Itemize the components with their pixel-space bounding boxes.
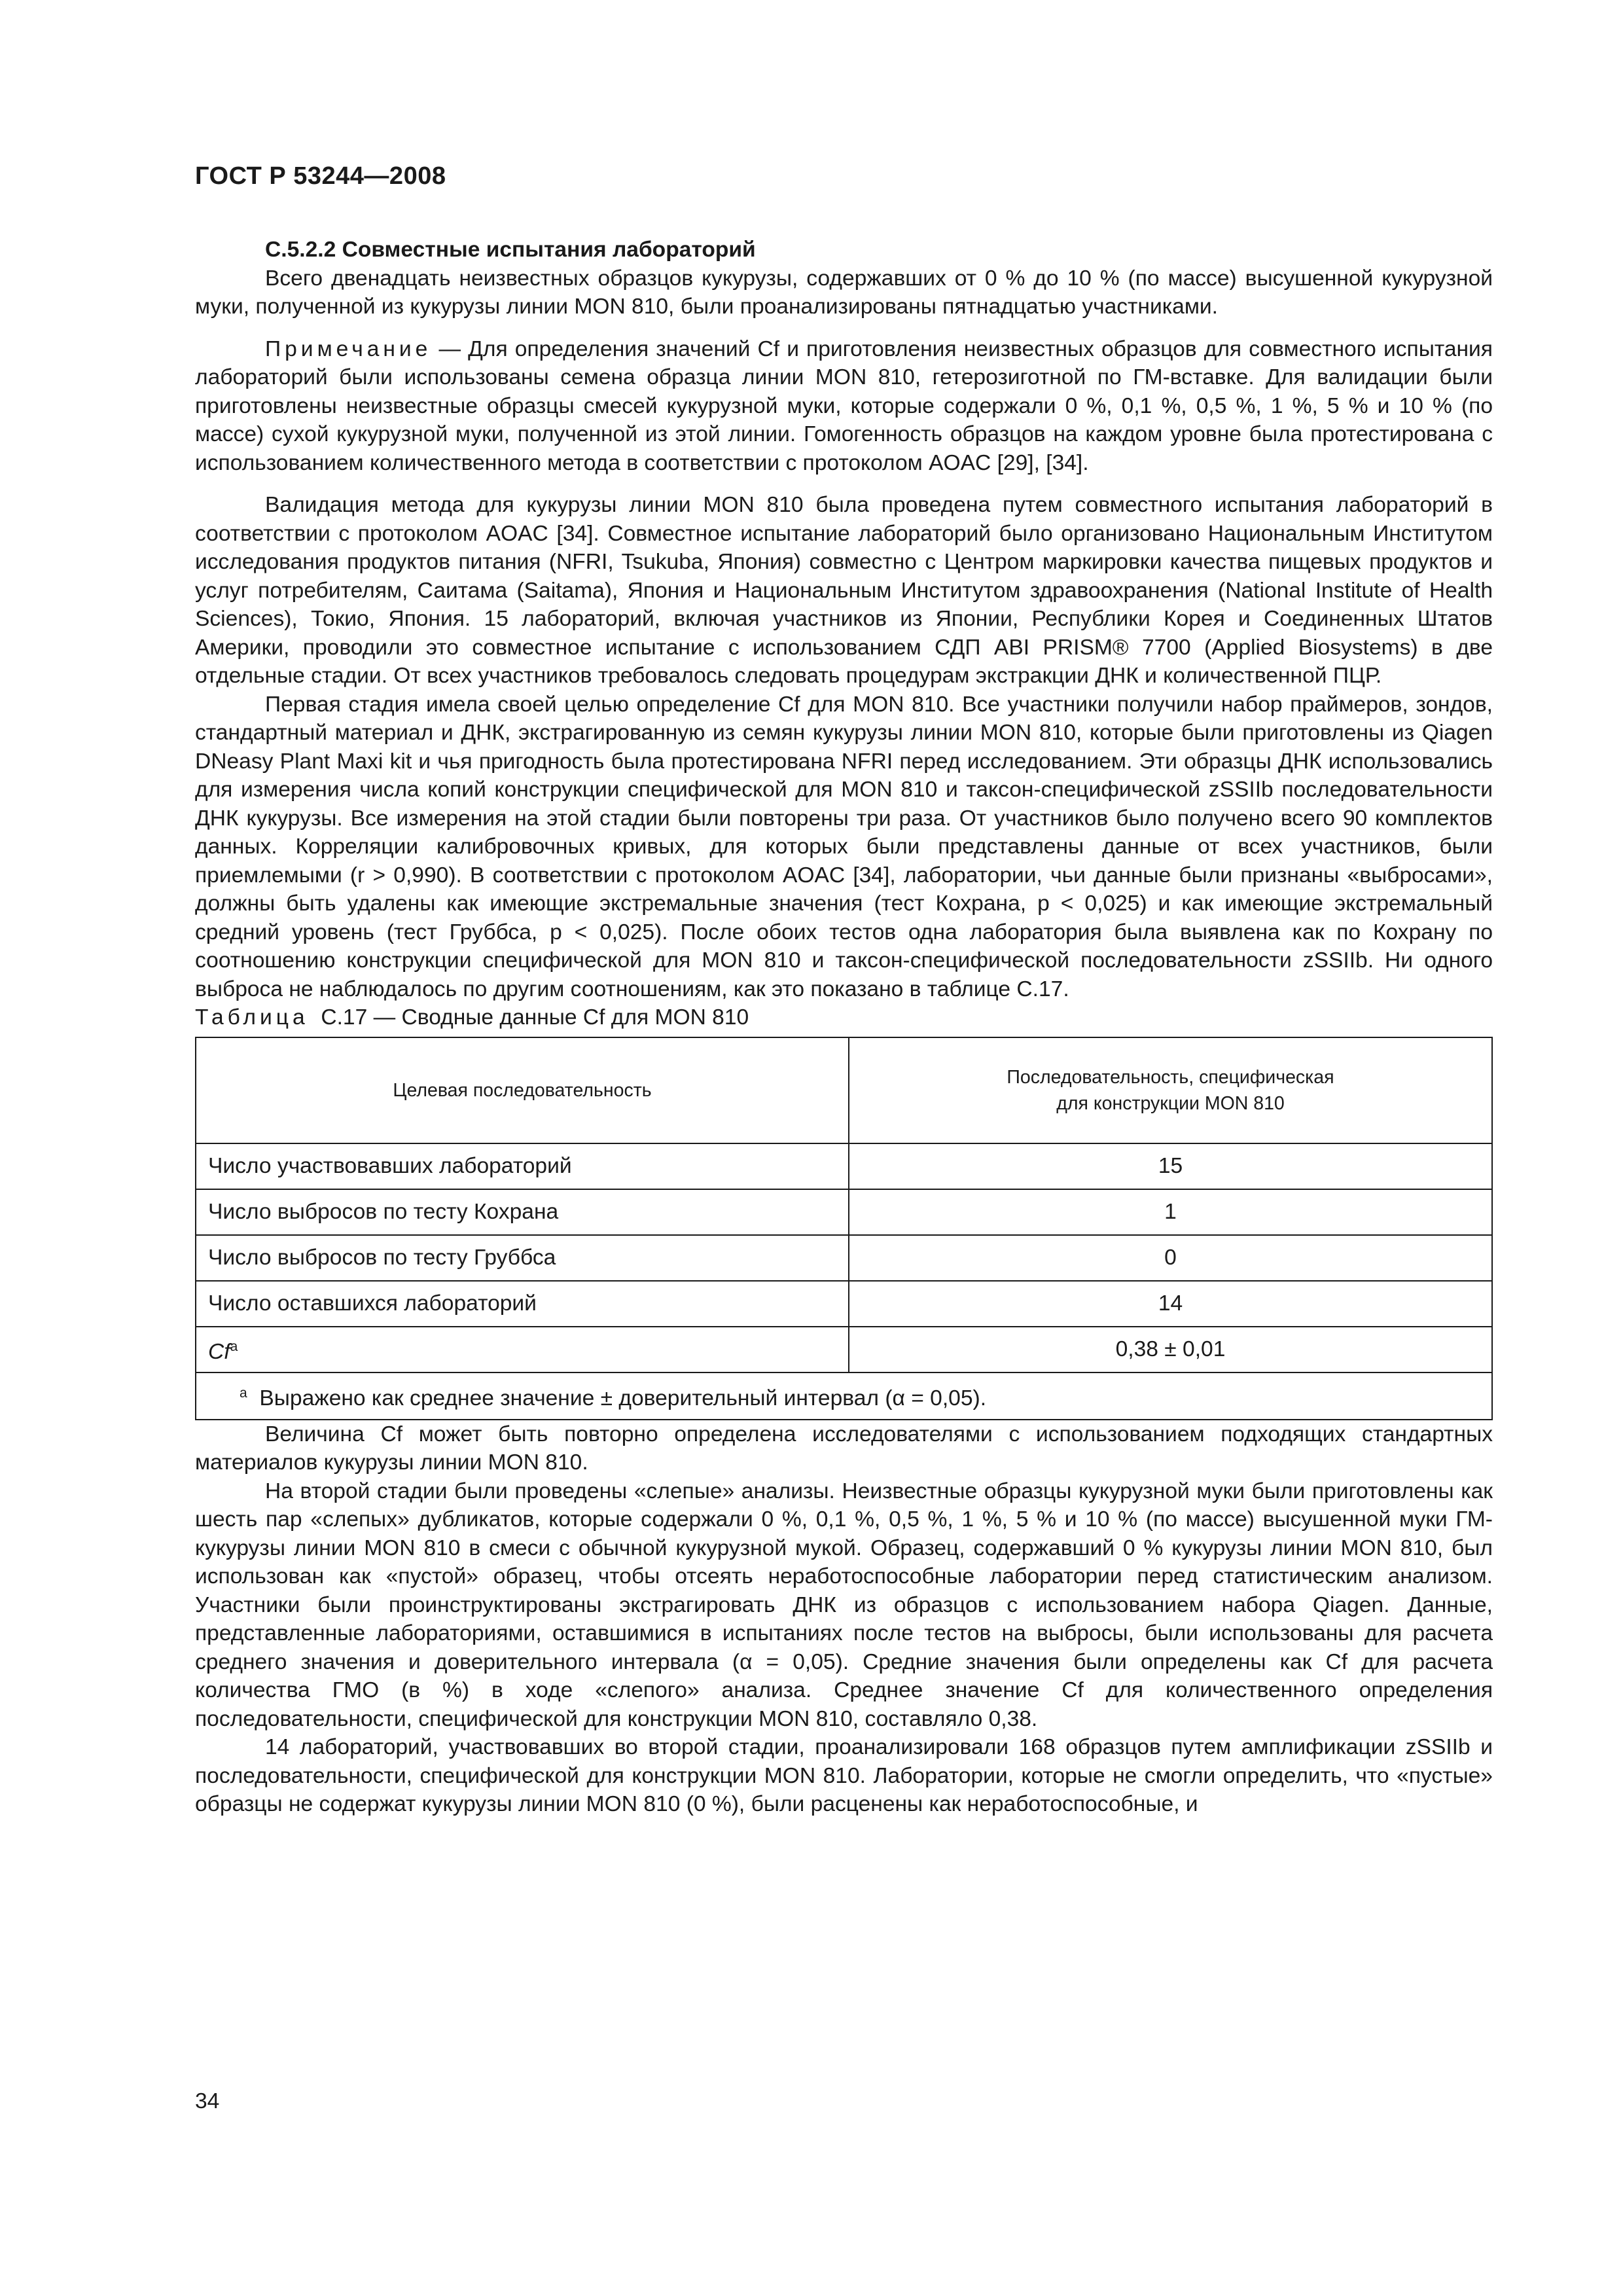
- footnote-text: Выражено как среднее значение ± доверительный интервал (α = 0,05).: [259, 1386, 987, 1410]
- body-paragraph: Первая стадия имела своей целью определение Cf для MON 810. Все участники получили набор праймеров, зондов, стандартный материал и ДНК, экстрагированную из семян кукурузы линии MON 810, которые были приготовлены из Qiagen DNeasy Plant Maxi kit и чья пригодность была протестирована NFRI перед исследованием. Эти образцы ДНК использовались для измерения числа копий конструкции специфической для MON 810 и таксон-специфической zSSIIb последовательности ДНК кукурузы. Все измерения на этой стадии были повторены три раза. От участников было получено всего 90 комплектов данных. Корреляции калибровочных кривых, для которых были представлены данные от всех участников, были приемлемыми (r > 0,990). В соответствии с протоколом AOAC [34], лаборатории, чьи данные были признаны «выбросами», должны быть удалены как имеющие экстремальные значения (тест Кохрана, p < 0,025) и как имеющие экстремальный средний уровень (тест Груббса, p < 0,025). После обоих тестов одна лаборатория была выявлена как по Кохрану по соотношению конструкции специфической для MON 810 и таксон-специфической последовательности zSSIIb. Ни одного выброса не наблюдалось по другим соотношениям, как это показано в таблице С.17.: [195, 692, 1493, 1001]
- table-caption-label: Таблица: [195, 1005, 309, 1030]
- cf-summary-table: [195, 1037, 1493, 1420]
- row-label: Число выбросов по тесту Кохрана: [196, 1189, 849, 1235]
- body-paragraph: Величина Cf может быть повторно определена исследователями с использованием подходящих стандартных материалов кукурузы линии MON 810.: [195, 1422, 1493, 1475]
- note-label: Примечание: [265, 336, 432, 361]
- row-label: Число выбросов по тесту Груббса: [196, 1235, 849, 1281]
- table-row: [196, 1143, 1492, 1189]
- row-label: [196, 1327, 849, 1372]
- column-header-construct-sequence: [849, 1037, 1492, 1143]
- page-number: 34: [195, 2089, 220, 2113]
- body-paragraph: 14 лабораторий, участвовавших во второй стадии, проанализировали 168 образцов путем амплификации zSSIIb и последовательности, специфической для конструкции MON 810. Лаборатории, которые не смогли определить, что «пустые» образцы не содержат кукурузы линии MON 810 (0 %), были расценены как неработоспособные, и: [195, 1735, 1493, 1816]
- row-value: 15: [849, 1143, 1492, 1189]
- column-header-line: Последовательность, специфическая: [1007, 1066, 1334, 1088]
- body-paragraph: На второй стадии были проведены «слепые» анализы. Неизвестные образцы кукурузной муки были приготовлены как шесть пар «слепых» дубликатов, которые содержали 0 %, 0,1 %, 0,5 %, 1 %, 5 % и 10 % (по массе) высушенной муки ГМ-кукурузы линии MON 810 в смеси с обычной кукурузной мукой. Образец, содержавший 0 % кукурузы линии MON 810, был использован как «пустой» образец, чтобы отсеять неработоспособные лаборатории перед статистическим анализом. Участники были проинструктированы экстрагировать ДНК из образцов с использованием набора Qiagen. Данные, представленные лабораториями, оставшимися в испытаниях после тестов на выбросы, были использованы для расчета среднего значения и доверительного интервала (α = 0,05). Средние значения были определены как Cf для расчета количества ГМО (в %) в ходе «слепого» анализа. Среднее значение Cf для количественного определения последовательности, специфической для конструкции MON 810, составляло 0,38.: [195, 1479, 1493, 1731]
- table-caption-text: С.17 — Сводные данные Cf для MON 810: [321, 1005, 749, 1030]
- footnote-reference: a: [230, 1338, 238, 1354]
- cf-symbol: Cf: [208, 1339, 230, 1364]
- table-row: [196, 1189, 1492, 1235]
- row-value: 1: [849, 1189, 1492, 1235]
- column-header-line: для конструкции MON 810: [1056, 1092, 1285, 1114]
- section-intro-paragraph: Всего двенадцать неизвестных образцов кукурузы, содержавших от 0 % до 10 % (по массе) высушенной кукурузной муки, полученной из кукурузы линии MON 810, были проанализированы пятнадцатью участниками.: [195, 266, 1493, 319]
- footnote-mark: a: [240, 1385, 247, 1401]
- document-page: [195, 0, 1493, 2296]
- document-body: [195, 236, 1493, 1819]
- row-value: 0: [849, 1235, 1492, 1281]
- note-paragraph: [195, 335, 1493, 478]
- section-heading: С.5.2.2 Совместные испытания лабораторий: [265, 238, 756, 262]
- standard-number-header: ГОСТ Р 53244—2008: [195, 162, 446, 190]
- row-value: 0,38 ± 0,01: [849, 1327, 1492, 1372]
- table-caption: [195, 1003, 1493, 1032]
- row-value: 14: [849, 1281, 1492, 1327]
- body-paragraph: Валидация метода для кукурузы линии MON 810 была проведена путем совместного испытания лабораторий в соответствии с протоколом AOAC [34]. Совместное испытание лабораторий было организовано Национальным Институтом исследования продуктов питания (NFRI, Tsukuba, Япония) совместно с Центром маркировки качества пищевых продуктов и услуг потребителям, Саитама (Saitama), Япония и Национальным Институтом здравоохранения (National Institute of Health Sciences), Токио, Япония. 15 лабораторий, включая участников из Японии, Республики Корея и Соединенных Штатов Америки, проводили это совместное испытание с использованием СДП ABI PRISM® 7700 (Applied Biosystems) в две отдельные стадии. От всех участников требовалось следовать процедурам экстракции ДНК и количественной ПЦР.: [195, 493, 1493, 688]
- row-label: Число участвовавших лабораторий: [196, 1143, 849, 1189]
- table-footnote-row: [196, 1372, 1492, 1420]
- table-row: [196, 1327, 1492, 1372]
- table-row: [196, 1281, 1492, 1327]
- table-header-row: [196, 1037, 1492, 1143]
- note-text: — Для определения значений Cf и приготовления неизвестных образцов для совместного испытания лабораторий были использованы семена образца линии MON 810, гетерозиготной по ГМ-вставке. Для валидации были приготовлены неизвестные образцы смесей кукурузной муки, которые содержали 0 %, 0,1 %, 0,5 %, 1 %, 5 % и 10 % (по массе) сухой кукурузной муки, полученной из этой линии. Гомогенность образцов на каждом уровне была протестирована с использованием количественного метода в соответствии с протоколом AOAC [29], [34].: [195, 336, 1493, 475]
- row-label: Число оставшихся лабораторий: [196, 1281, 849, 1327]
- table-row: [196, 1235, 1492, 1281]
- column-header-target-sequence: Целевая последовательность: [196, 1037, 849, 1143]
- table-footnote: [196, 1372, 1492, 1420]
